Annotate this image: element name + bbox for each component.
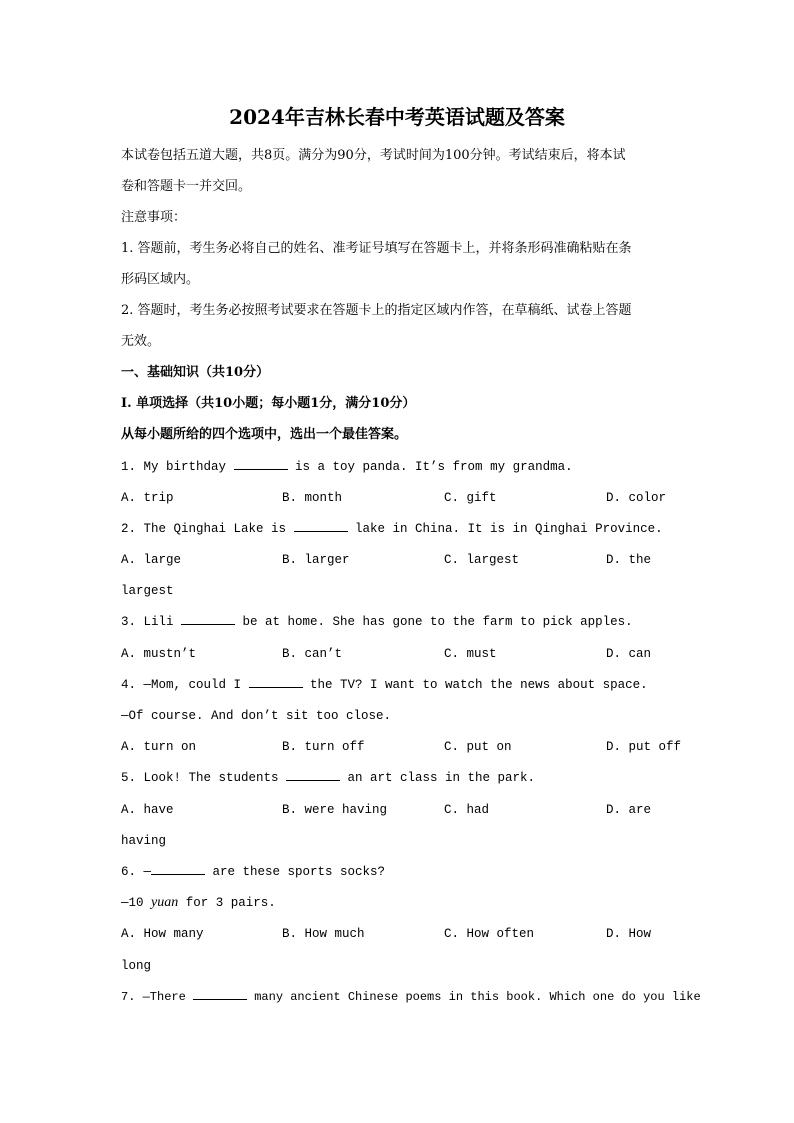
option-c: C. put on [444, 740, 512, 754]
option-c: C. How often [444, 927, 535, 941]
option-wrap: largest [121, 584, 174, 598]
notice-item: 无效。 [121, 334, 161, 349]
option-a: A. mustn’t [121, 647, 197, 661]
question-stem: 3. Lili be at home. She has gone to the farm to pick apples. [121, 615, 633, 629]
option-a: A. turn on [121, 740, 197, 754]
option-b: B. larger [282, 553, 350, 567]
option-c: C. must [444, 647, 497, 661]
answer-blank [181, 613, 235, 625]
question-stem: 7. —There many ancient Chinese poems in this book. Which one do you like [121, 990, 701, 1004]
option-c: C. had [444, 803, 490, 817]
option-wrap: long [121, 959, 152, 973]
option-c: C. largest [444, 553, 520, 567]
answer-blank [234, 458, 288, 470]
notice-item: 1. 答题前，考生务必将自己的姓名、准考证号填写在答题卡上，并将条形码准确粘贴在条 [121, 241, 632, 256]
intro-line: 本试卷包括五道大题，共8页。满分为90分，考试时间为100分钟。考试结束后，将本试 [121, 148, 626, 163]
notice-item: 2. 答题时，考生务必按照考试要求在答题卡上的指定区域内作答，在草稿纸、试卷上答题 [121, 303, 632, 318]
option-a: A. large [121, 553, 182, 567]
question-stem: 1. My birthday is a toy panda. It’s from my grandma. [121, 460, 573, 474]
notice-heading: 注意事项： [121, 210, 187, 225]
option-a: A. trip [121, 491, 174, 505]
answer-blank [249, 676, 303, 688]
question-dialogue: —10 yuan for 3 pairs. [121, 895, 276, 910]
question-stem: 4. —Mom, could I the TV? I want to watch the news about space. [121, 678, 648, 692]
option-b: B. were having [282, 803, 388, 817]
option-b: B. turn off [282, 740, 365, 754]
option-d: D. color [606, 491, 667, 505]
option-b: B. can’t [282, 647, 343, 661]
option-d: D. How [606, 927, 652, 941]
answer-blank [151, 863, 205, 875]
answer-blank [294, 520, 348, 532]
question-dialogue: —Of course. And don’t sit too close. [121, 709, 392, 723]
option-b: B. month [282, 491, 343, 505]
question-stem: 2. The Qinghai Lake is lake in China. It is in Qinghai Province. [121, 522, 663, 536]
intro-line: 卷和答题卡一并交回。 [121, 179, 252, 194]
option-d: D. put off [606, 740, 682, 754]
page-title: 2024年吉林长春中考英语试题及答案 [229, 105, 565, 129]
option-wrap: having [121, 834, 167, 848]
question-stem: 6. — are these sports socks? [121, 865, 386, 879]
option-d: D. the [606, 553, 652, 567]
option-d: D. can [606, 647, 652, 661]
option-b: B. How much [282, 927, 365, 941]
option-c: C. gift [444, 491, 497, 505]
answer-blank [193, 988, 247, 1000]
notice-item: 形码区域内。 [121, 272, 200, 287]
answer-blank [286, 769, 340, 781]
option-a: A. have [121, 803, 174, 817]
option-a: A. How many [121, 927, 204, 941]
section-heading: 一、基础知识（共10分） [121, 365, 270, 380]
instruction: 从每小题所给的四个选项中，选出一个最佳答案。 [121, 427, 408, 442]
part-heading: Ⅰ. 单项选择（共10小题；每小题1分，满分10分） [121, 396, 416, 411]
question-stem: 5. Look! The students an art class in the park. [121, 771, 536, 785]
option-d: D. are [606, 803, 652, 817]
